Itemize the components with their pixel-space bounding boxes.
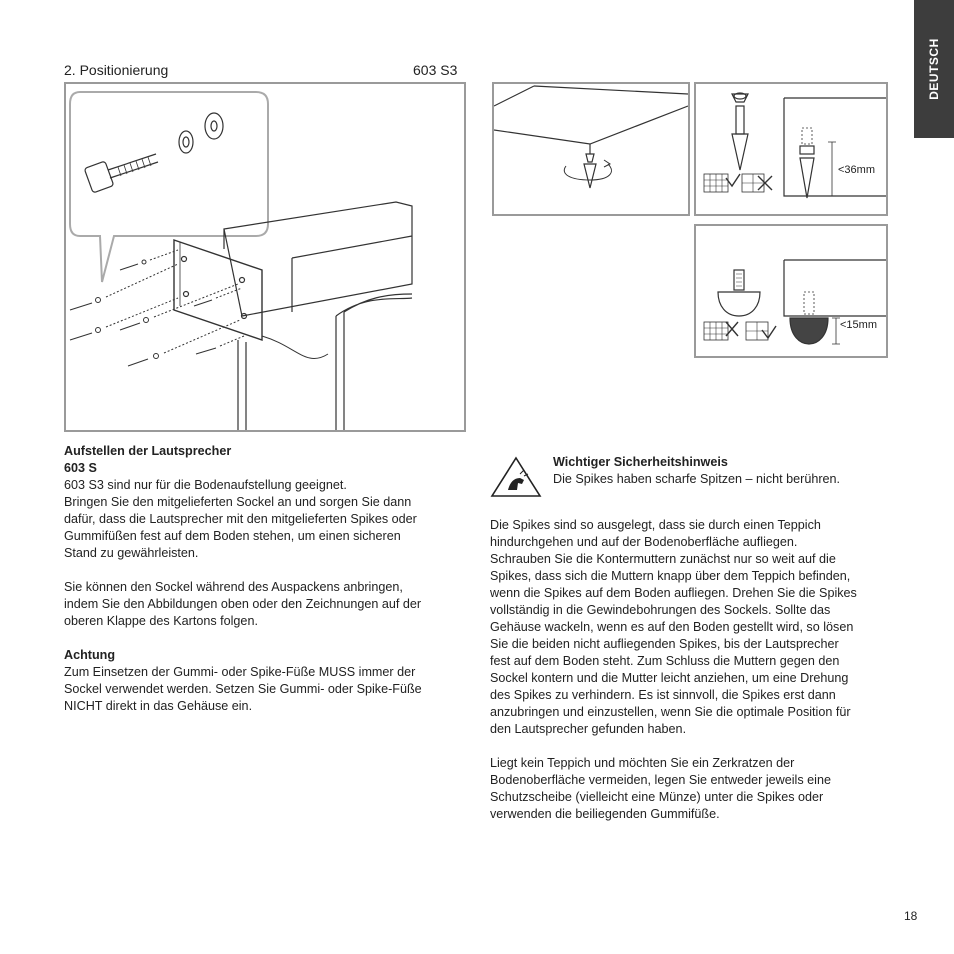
safety-warning-heading: Wichtiger Sicherheitshinweis [553,455,728,469]
placement-subheading: 603 S [64,461,97,475]
text-line: NICHT direkt in das Gehäuse ein. [64,699,253,713]
text-line: hindurchgehen und auf der Bodenoberfläche aufliegen. [490,535,798,549]
text-line: verwenden die beiliegenden Gummifüße. [490,807,720,821]
foot-height-label: <15mm [840,319,877,331]
page-number: 18 [904,909,918,923]
spike-dimension-figure [694,82,888,216]
model-name: 603 S3 [413,62,458,78]
text-line: indem Sie den Abbildungen oben oder den Zeichnungen auf der [64,597,422,611]
text-line: Liegt kein Teppich und möchten Sie ein Zerkratzen der [490,756,795,770]
text-line: Spikes, dass sich die Muttern knapp über dem Teppich befinden, [490,569,851,583]
section-title: 2. Positionierung [64,62,169,78]
rubber-foot-illustration [696,226,886,356]
warning-sharp-icon [490,456,542,498]
text-line: dafür, dass die Lautsprecher mit den mitgelieferten Spikes oder [64,512,417,526]
text-line: Bodenoberfläche vermeiden, legen Sie entweder jeweils eine [490,773,831,787]
spike-rotation-illustration [494,84,688,214]
language-tab-label: DEUTSCH [927,38,941,100]
text-line: des Spikes zu verhindern. Es ist sinnvoll, die Spikes erst dann [490,688,836,702]
text-line: Sie können den Sockel während des Auspackens anbringen, [64,580,403,594]
text-line: anzubringen und einzustellen, wenn Sie die optimale Position für [490,705,851,719]
text-line: Sockel verwendet werden. Setzen Sie Gummi- oder Spike-Füße [64,682,422,696]
text-line: 603 S3 sind nur für die Bodenaufstellung geeignet. [64,478,347,492]
text-line: Die Spikes sind so ausgelegt, dass sie durch einen Teppich [490,518,821,532]
assembly-illustration [66,84,464,430]
assembly-figure [64,82,466,432]
spike-height-label: <36mm [838,164,875,176]
placement-heading: Aufstellen der Lautsprecher [64,444,232,458]
text-line: Gummifüßen fest auf dem Boden stehen, um einen sicheren [64,529,401,543]
text-line: wenn die Spikes auf dem Boden aufliegen. Drehen Sie die Spikes [490,586,857,600]
text-line: fest auf dem Boden steht. Zum Schluss die Muttern gegen den [490,654,840,668]
safety-warning-text: Die Spikes haben scharfe Spitzen – nicht berühren. [553,472,841,486]
text-line: Sockel kontern und die Mutter leicht anziehen, um eine Drehung [490,671,849,685]
language-tab [914,0,954,138]
right-column-text [490,517,900,823]
text-line: oberen Klappe des Kartons folgen. [64,614,258,628]
text-line: Stand zu gewährleisten. [64,546,199,560]
text-line: vollständig in die Gewindebohrungen des Sockels. Sollte das [490,603,831,617]
safety-warning [553,454,893,488]
text-line: Bringen Sie den mitgelieferten Sockel an und sorgen Sie dann [64,495,412,509]
left-column-text [64,443,464,715]
text-line: Zum Einsetzen der Gummi- oder Spike-Füße MUSS immer der [64,665,416,679]
text-line: den Lautsprecher gefunden haben. [490,722,687,736]
text-line: Sie die beiden nicht aufliegenden Spikes, bis der Lautsprecher [490,637,839,651]
caution-heading: Achtung [64,648,116,662]
text-line: Gehäuse wackeln, wenn es auf den Boden gestellt wird, so lösen [490,620,854,634]
foot-dimension-figure [694,224,888,358]
spike-rotation-figure [492,82,690,216]
spike-illustration [696,84,886,214]
text-line: Schrauben Sie die Kontermuttern zunächst nur so weit auf die [490,552,836,566]
text-line: Schutzscheibe (vielleicht eine Münze) unter die Spikes oder [490,790,824,804]
